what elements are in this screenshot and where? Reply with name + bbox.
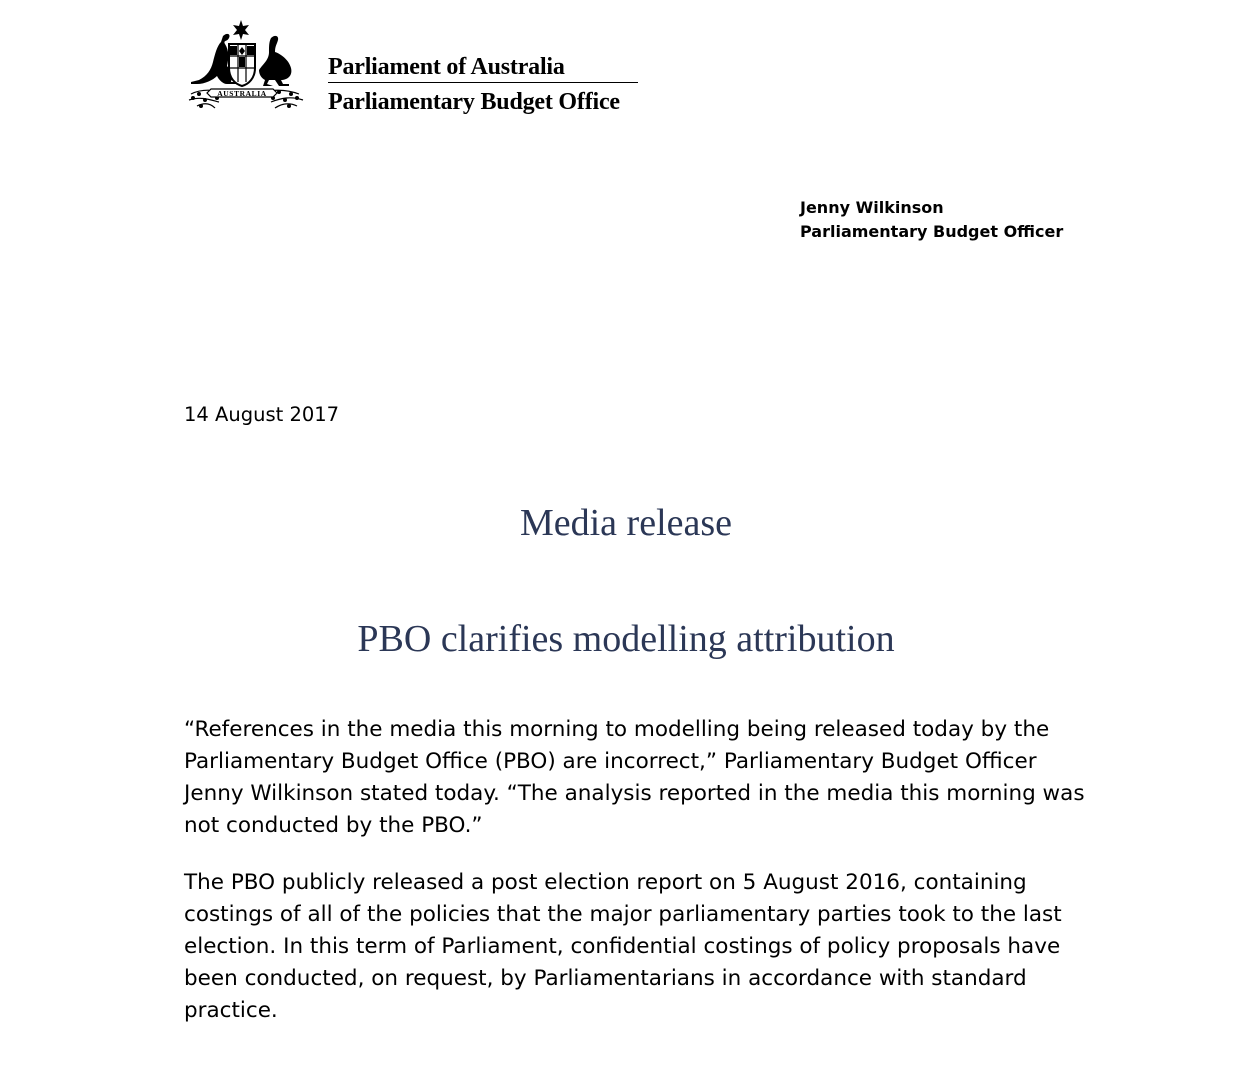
paragraph [184, 867, 1084, 1027]
paragraph-line: not conducted by the PBO.” [184, 813, 483, 838]
org-divider [328, 82, 638, 83]
headline: PBO clarifies modelling attribution [357, 618, 895, 660]
signatory-name: Jenny Wilkinson [800, 198, 944, 217]
coat-of-arms-icon [183, 18, 311, 114]
emu-icon [259, 36, 291, 86]
release-date: 14 August 2017 [184, 403, 340, 426]
paragraph-line: practice. [184, 998, 278, 1023]
paragraph-line: been conducted, on request, by Parliamentarians in accordance with standard [184, 966, 1027, 991]
paragraph-line: costings of all of the policies that the major parliamentary parties took to the last [184, 902, 1062, 927]
paragraph-line: Parliamentary Budget Office (PBO) are incorrect,” Parliamentary Budget Officer [184, 749, 1037, 774]
signatory-block [800, 196, 1063, 244]
paragraph-line: “References in the media this morning to modelling being released today by the [184, 717, 1050, 742]
paragraph-line: The PBO publicly released a post election report on 5 August 2016, containing [184, 870, 1027, 895]
organisation-block [328, 52, 638, 117]
commonwealth-star-icon [233, 20, 249, 40]
org-line-budget-office: Parliamentary Budget Office [328, 89, 620, 115]
paragraph [184, 714, 1084, 842]
document-type-heading: Media release [519, 502, 733, 544]
signatory-title: Parliamentary Budget Officer [800, 222, 1064, 241]
org-line-parliament: Parliament of Australia [328, 54, 565, 80]
paragraph-line: Jenny Wilkinson stated today. “The analysis reported in the media this morning was [184, 781, 1085, 806]
letterhead [183, 18, 643, 118]
paragraph-line: election. In this term of Parliament, confidential costings of policy proposals have [184, 934, 1061, 959]
crest-caption: AUSTRALIA [217, 88, 267, 98]
